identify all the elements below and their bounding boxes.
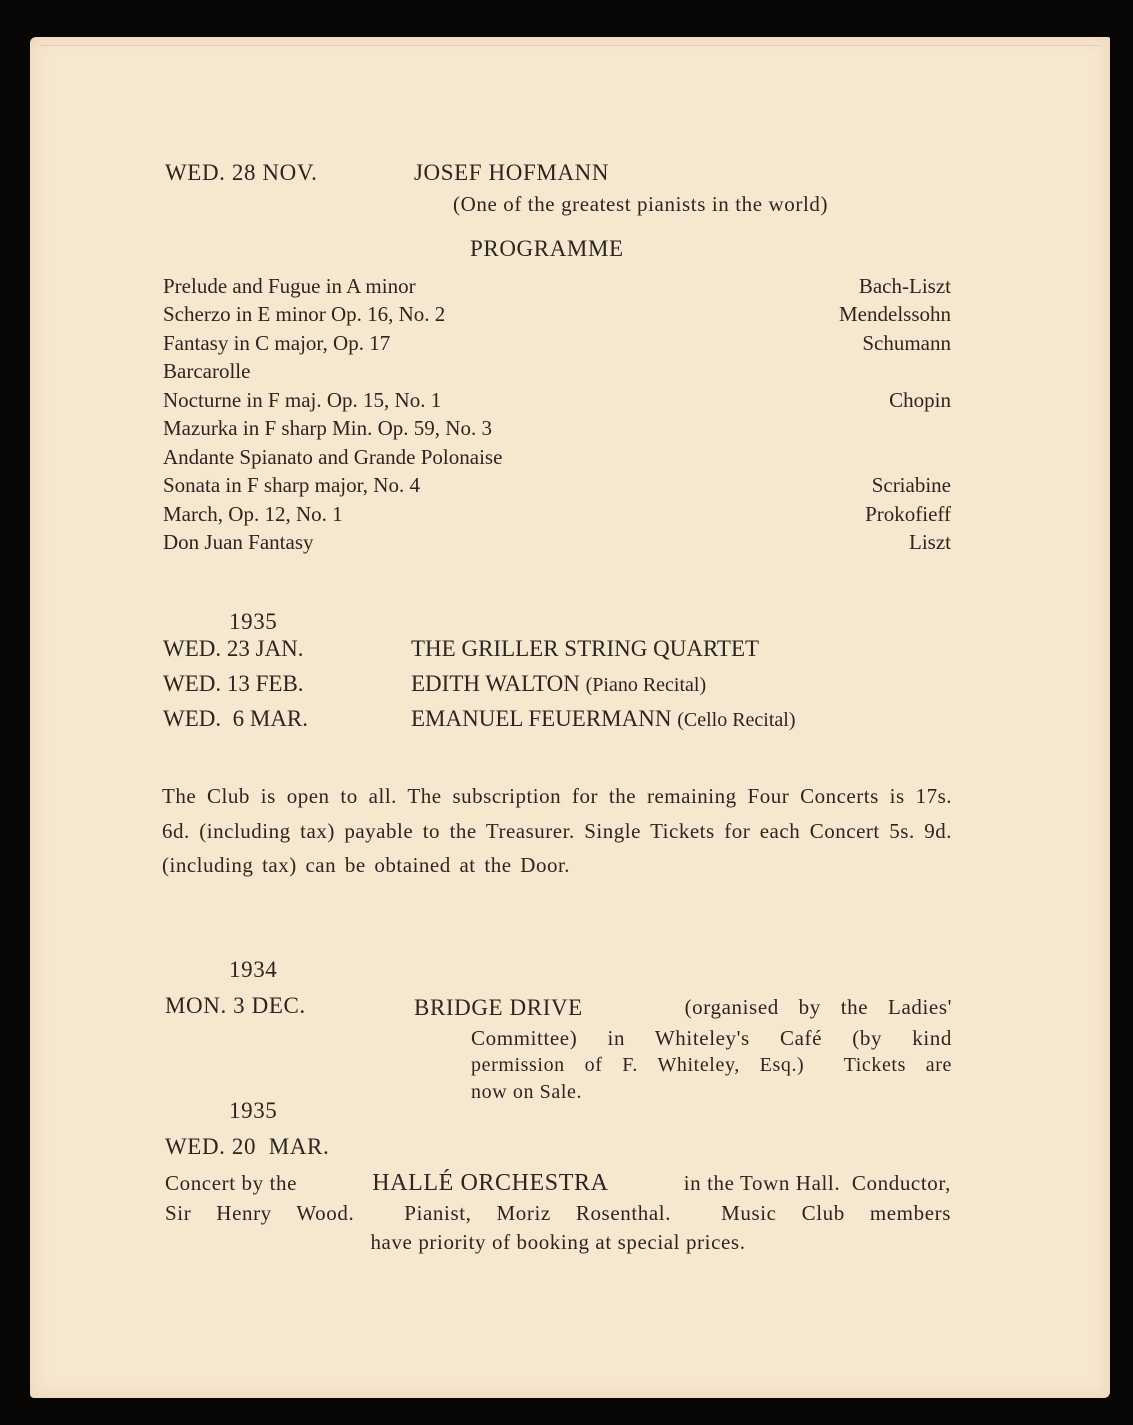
programme-work: Fantasy in C major, Op. 17 bbox=[163, 331, 391, 355]
halle-text-before: Concert by the bbox=[165, 1171, 298, 1195]
programme-composer: Prokofieff bbox=[865, 502, 951, 526]
schedule-event bbox=[411, 706, 796, 732]
programme-work: Mazurka in F sharp Min. Op. 59, No. 3 bbox=[163, 416, 492, 440]
programme-heading: PROGRAMME bbox=[470, 236, 624, 261]
programme-work: Barcarolle bbox=[163, 359, 251, 383]
schedule-date: WED. 6 MAR. bbox=[163, 706, 309, 731]
bridge-date: MON. 3 DEC. bbox=[165, 993, 306, 1018]
halle-line-3: have priority of booking at special prices. bbox=[370, 1230, 746, 1254]
programme-composer: Schumann bbox=[862, 331, 951, 355]
programme-work: Andante Spianato and Grande Polonaise bbox=[163, 445, 503, 469]
bridge-text: (organised by the Ladies' bbox=[684, 995, 952, 1019]
schedule-title: EDITH WALTON bbox=[411, 671, 580, 696]
programme-work: Prelude and Fugue in A minor bbox=[163, 274, 416, 298]
programme-composer: Liszt bbox=[909, 530, 951, 554]
bridge-line-1 bbox=[414, 995, 952, 1021]
programme-item bbox=[163, 274, 951, 302]
bridge-line-4: now on Sale. bbox=[471, 1081, 583, 1103]
halle-year: 1935 bbox=[229, 1098, 278, 1123]
programme-item bbox=[163, 331, 951, 359]
featured-tagline: (One of the greatest pianists in the world) bbox=[453, 192, 829, 216]
halle-date: WED. 20 MAR. bbox=[165, 1134, 330, 1159]
schedule-event bbox=[411, 671, 706, 697]
programme-item bbox=[163, 530, 951, 558]
halle-line-2: Sir Henry Wood. Pianist, Moriz Rosenthal. Music Club members bbox=[165, 1201, 951, 1225]
programme-item bbox=[163, 359, 951, 387]
featured-date: WED. 28 NOV. bbox=[165, 160, 318, 185]
programme-composer: Chopin bbox=[889, 388, 951, 412]
schedule-title: EMANUEL FEUERMANN bbox=[411, 706, 672, 731]
programme-item bbox=[163, 416, 951, 444]
programme-work: Nocturne in F maj. Op. 15, No. 1 bbox=[163, 388, 442, 412]
schedule-note: (Cello Recital) bbox=[677, 709, 796, 731]
programme-work: Sonata in F sharp major, No. 4 bbox=[163, 473, 420, 497]
halle-text-after: in the Town Hall. Conductor, bbox=[683, 1171, 951, 1195]
schedule-title: THE GRILLER STRING QUARTET bbox=[411, 636, 760, 661]
bridge-title: BRIDGE DRIVE bbox=[414, 995, 583, 1020]
programme-item bbox=[163, 502, 951, 530]
programme-work: Scherzo in E minor Op. 16, No. 2 bbox=[163, 302, 446, 326]
bridge-line-3: permission of F. Whiteley, Esq.) Tickets are bbox=[471, 1054, 952, 1076]
programme-composer: Scriabine bbox=[871, 473, 951, 497]
featured-performer: JOSEF HOFMANN bbox=[414, 160, 610, 185]
bridge-line-2: Committee) in Whiteley's Café (by kind bbox=[471, 1026, 952, 1050]
programme-work: March, Op. 12, No. 1 bbox=[163, 502, 343, 526]
halle-orchestra: HALLÉ ORCHESTRA bbox=[372, 1170, 609, 1196]
programme-item bbox=[163, 445, 951, 473]
programme-item bbox=[163, 388, 951, 416]
halle-line-1 bbox=[165, 1170, 951, 1197]
subscription-note: The Club is open to all. The subscription for the remaining Four Concerts is 17s. 6d. (including tax) payable to the Treasurer. Single Tickets for each Concert 5s. 9d. (including tax) can be obtained at the Door. bbox=[162, 784, 952, 877]
schedule-date: WED. 23 JAN. bbox=[163, 636, 304, 661]
schedule-event bbox=[411, 636, 759, 662]
programme-item bbox=[163, 473, 951, 501]
programme-item bbox=[163, 302, 951, 330]
schedule-note: (Piano Recital) bbox=[585, 674, 707, 696]
programme-work: Don Juan Fantasy bbox=[163, 530, 314, 554]
bridge-year: 1934 bbox=[229, 957, 278, 982]
schedule-year: 1935 bbox=[229, 609, 278, 634]
programme-composer: Bach-Liszt bbox=[858, 274, 951, 298]
programme-composer: Mendelssohn bbox=[839, 302, 951, 326]
schedule-date: WED. 13 FEB. bbox=[163, 671, 304, 696]
